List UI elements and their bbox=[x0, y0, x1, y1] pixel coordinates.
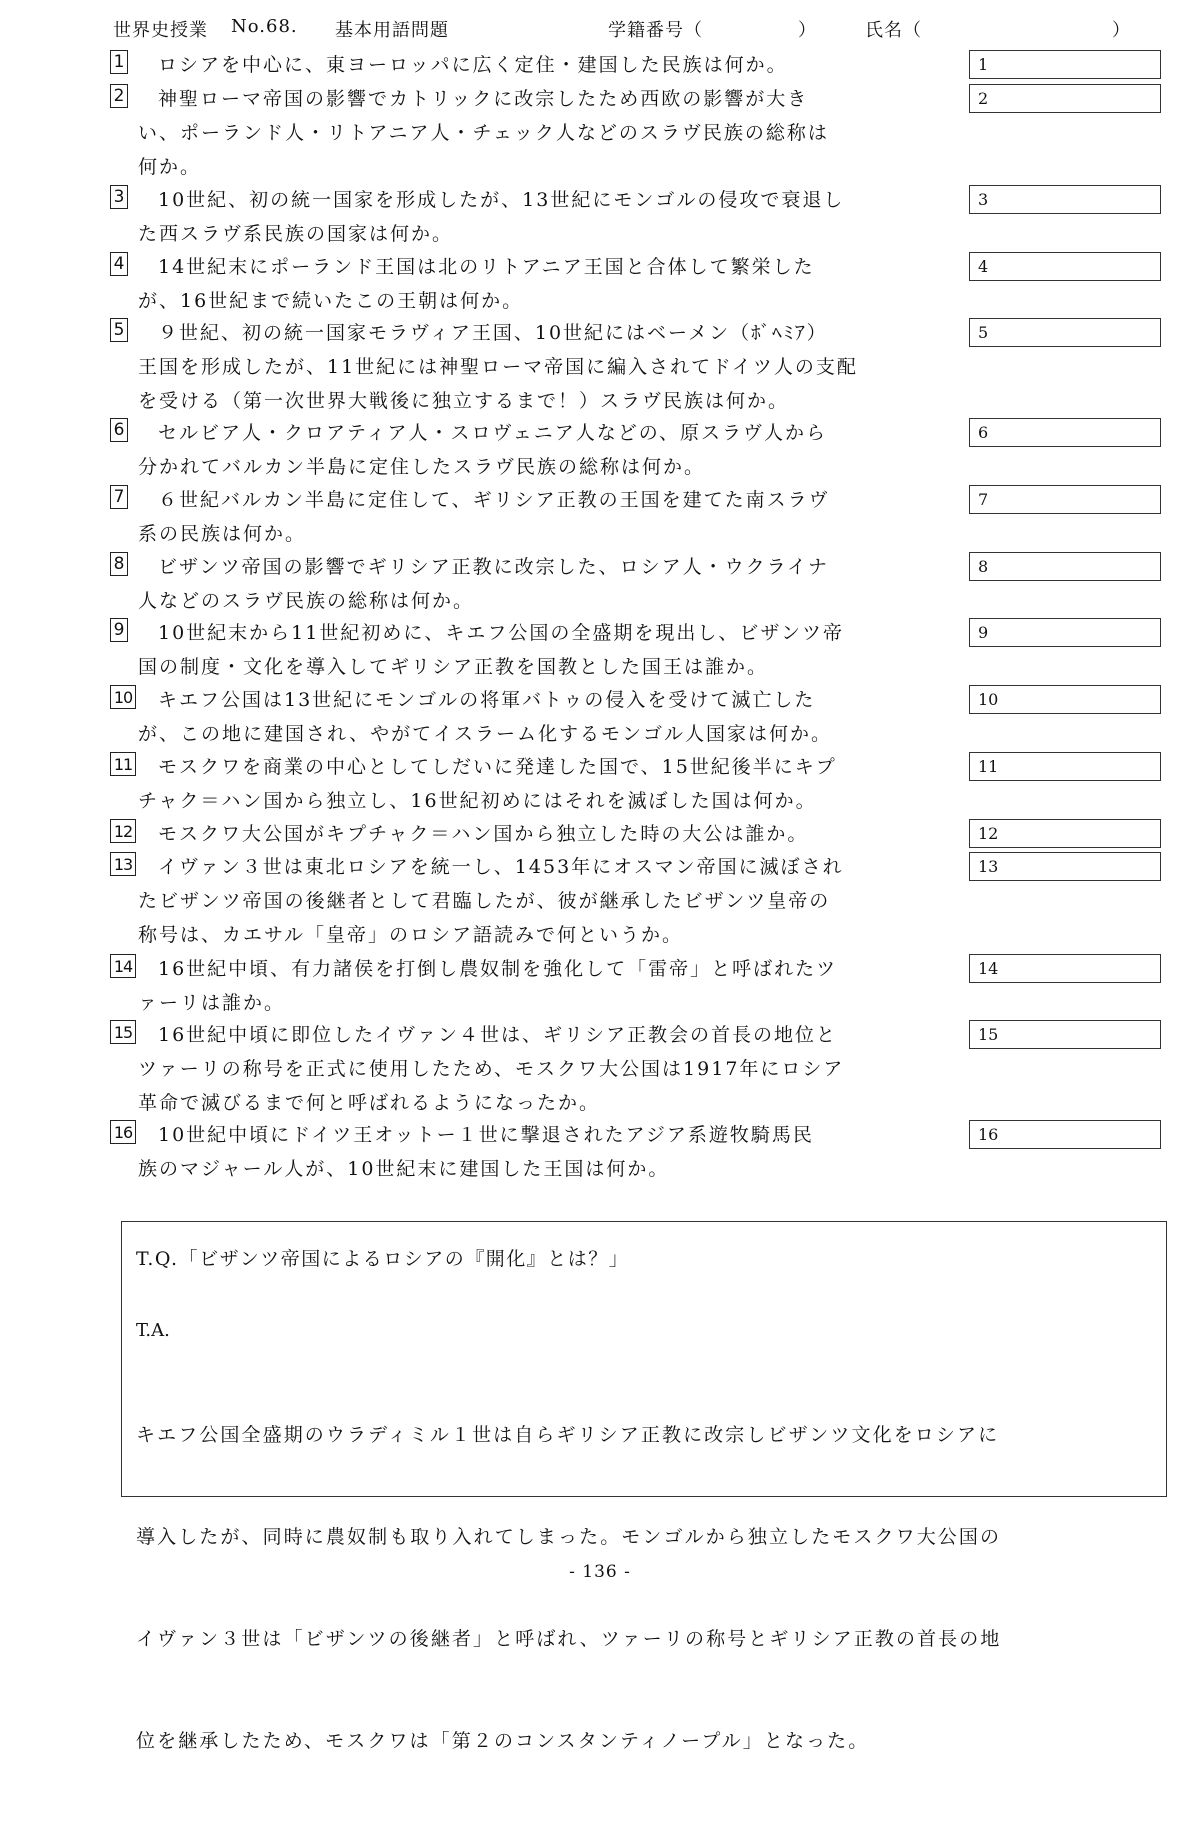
worksheet-header bbox=[113, 14, 1173, 46]
question-number: 2 bbox=[110, 84, 128, 108]
student-id-field: 学籍番号（ ） bbox=[608, 20, 817, 41]
answer-box[interactable]: 3 bbox=[969, 185, 1161, 214]
question-line: モスクワを商業の中心としてしだいに発達した国で、15世紀後半にキプ bbox=[158, 756, 837, 778]
question-line: たビザンツ帝国の後継者として君臨したが、彼が継承したビザンツ皇帝の bbox=[138, 890, 831, 912]
answer-box[interactable]: 5 bbox=[969, 318, 1161, 347]
question-text bbox=[138, 250, 963, 318]
question-text bbox=[138, 952, 963, 1020]
answer-box[interactable]: 6 bbox=[969, 418, 1161, 447]
question-line: が、16世紀まで続いたこの王朝は何か。 bbox=[138, 290, 524, 312]
question-line: 族のマジャール人が、10世紀末に建国した王国は何か。 bbox=[138, 1158, 670, 1180]
answer-box[interactable]: 11 bbox=[969, 752, 1161, 781]
question-line: を受ける（第一次世界大戦後に独立するまで！）スラヴ民族は何か。 bbox=[138, 390, 790, 412]
ta-label: T.A. bbox=[136, 1320, 170, 1341]
question-line: が、この地に建国され、やがてイスラーム化するモンゴル人国家は何か。 bbox=[138, 723, 832, 745]
question-line: ビザンツ帝国の影響でギリシア正教に改宗した、ロシア人・ウクライナ bbox=[158, 556, 830, 578]
question-number: 9 bbox=[110, 618, 128, 642]
answer-box[interactable]: 4 bbox=[969, 252, 1161, 281]
question-line: 分かれてバルカン半島に定住したスラヴ民族の総称は何か。 bbox=[138, 456, 706, 478]
question-text bbox=[138, 48, 963, 82]
question-line: ァーリは誰か。 bbox=[138, 992, 286, 1014]
ta-answer-line: イヴァン３世は「ビザンツの後継者」と呼ばれ、ツァーリの称号とギリシア正教の首長の地 bbox=[136, 1628, 1002, 1650]
question-line: 16世紀中頃に即位したイヴァン４世は、ギリシア正教会の首長の地位と bbox=[158, 1024, 837, 1046]
question-text bbox=[138, 750, 963, 818]
page-number: - 136 - bbox=[569, 1562, 631, 1582]
question-line: 10世紀中頃にドイツ王オットー１世に撃退されたアジア系遊牧騎馬民 bbox=[158, 1124, 814, 1146]
question-text bbox=[138, 817, 963, 851]
question-line: 革命で滅びるまで何と呼ばれるようになったか。 bbox=[138, 1092, 601, 1114]
question-line: ９世紀、初の統一国家モラヴィア王国、10世紀にはベーメン（ﾎﾞﾍﾐｱ） bbox=[158, 322, 828, 344]
answer-box[interactable]: 9 bbox=[969, 618, 1161, 647]
question-line: た西スラヴ系民族の国家は何か。 bbox=[138, 223, 454, 245]
question-number: 13 bbox=[110, 852, 136, 876]
question-line: イヴァン３世は東北ロシアを統一し、1453年にオスマン帝国に滅ぼされ bbox=[158, 856, 844, 878]
question-number: 4 bbox=[110, 252, 128, 276]
question-line: 10世紀、初の統一国家を形成したが、13世紀にモンゴルの侵攻で衰退し bbox=[158, 189, 845, 211]
student-name-field: 氏名（ ） bbox=[865, 20, 1131, 41]
question-text bbox=[138, 550, 963, 618]
tq-question: T.Q.「ビザンツ帝国によるロシアの『開化』とは？」 bbox=[136, 1248, 630, 1270]
question-text bbox=[138, 416, 963, 484]
question-text bbox=[138, 1018, 963, 1120]
course-name: 世界史授業 bbox=[113, 20, 208, 41]
question-line: 人などのスラヴ民族の総称は何か。 bbox=[138, 590, 475, 612]
ta-answer-line: 導入したが、同時に農奴制も取り入れてしまった。モンゴルから独立したモスクワ大公国の bbox=[136, 1526, 1002, 1548]
question-line: 14世紀末にポーランド王国は北のリトアニア王国と合体して繁栄した bbox=[158, 256, 815, 278]
question-line: 神聖ローマ帝国の影響でカトリックに改宗したため西欧の影響が大き bbox=[158, 88, 809, 110]
question-text bbox=[138, 183, 963, 251]
question-line: モスクワ大公国がキプチャク＝ハン国から独立した時の大公は誰か。 bbox=[158, 823, 809, 845]
question-number: 3 bbox=[110, 185, 128, 209]
question-line: い、ポーランド人・リトアニア人・チェック人などのスラヴ民族の総称は bbox=[138, 122, 829, 144]
question-number: 7 bbox=[110, 485, 128, 509]
question-line: ツァーリの称号を正式に使用したため、モスクワ大公国は1917年にロシア bbox=[138, 1058, 845, 1080]
question-line: 16世紀中頃、有力諸侯を打倒し農奴制を強化して「雷帝」と呼ばれたツ bbox=[158, 958, 838, 980]
question-line: 系の民族は何か。 bbox=[138, 523, 307, 545]
question-number: 1 bbox=[110, 50, 128, 74]
answer-box[interactable]: 8 bbox=[969, 552, 1161, 581]
answer-box[interactable]: 13 bbox=[969, 852, 1161, 881]
question-text bbox=[138, 82, 963, 184]
question-text bbox=[138, 1118, 963, 1186]
worksheet-number: No.68. bbox=[231, 16, 298, 37]
question-text bbox=[138, 483, 963, 551]
ta-answer bbox=[136, 1350, 1156, 1826]
ta-answer-line: 位を継承したため、モスクワは「第２のコンスタンティノープル」となった。 bbox=[136, 1730, 870, 1752]
question-line: 10世紀末から11世紀初めに、キエフ公国の全盛期を現出し、ビザンツ帝 bbox=[158, 622, 844, 644]
question-number: 5 bbox=[110, 318, 128, 342]
question-line: ６世紀バルカン半島に定住して、ギリシア正教の王国を建てた南スラヴ bbox=[158, 489, 830, 511]
answer-box[interactable]: 14 bbox=[969, 954, 1161, 983]
question-number: 14 bbox=[110, 954, 136, 978]
question-number: 16 bbox=[110, 1120, 136, 1144]
question-text bbox=[138, 850, 963, 952]
question-number: 11 bbox=[110, 752, 136, 776]
question-line: チャク＝ハン国から独立し、16世紀初めにはそれを滅ぼした国は何か。 bbox=[138, 790, 817, 812]
question-number: 6 bbox=[110, 418, 128, 442]
question-line: 王国を形成したが、11世紀には神聖ローマ帝国に編入されてドイツ人の支配 bbox=[138, 356, 858, 378]
question-text bbox=[138, 616, 963, 684]
question-number: 10 bbox=[110, 685, 136, 709]
answer-box[interactable]: 15 bbox=[969, 1020, 1161, 1049]
question-number: 15 bbox=[110, 1020, 136, 1044]
answer-box[interactable]: 12 bbox=[969, 819, 1161, 848]
question-line: ロシアを中心に、東ヨーロッパに広く定住・建国した民族は何か。 bbox=[158, 54, 788, 76]
answer-box[interactable]: 7 bbox=[969, 485, 1161, 514]
answer-box[interactable]: 2 bbox=[969, 84, 1161, 113]
question-text bbox=[138, 316, 963, 418]
ta-answer-line: キエフ公国全盛期のウラディミル１世は自らギリシア正教に改宗しビザンツ文化をロシアに bbox=[136, 1424, 1000, 1446]
answer-box[interactable]: 16 bbox=[969, 1120, 1161, 1149]
answer-box[interactable]: 1 bbox=[969, 50, 1161, 79]
worksheet-title: 基本用語問題 bbox=[335, 20, 449, 41]
question-line: セルビア人・クロアティア人・スロヴェニア人などの、原スラヴ人から bbox=[158, 422, 827, 444]
question-line: 何か。 bbox=[138, 156, 202, 178]
question-text bbox=[138, 683, 963, 751]
question-line: 称号は、カエサル「皇帝」のロシア語読みで何というか。 bbox=[138, 924, 684, 946]
question-number: 8 bbox=[110, 552, 128, 576]
question-line: キエフ公国は13世紀にモンゴルの将軍バトゥの侵入を受けて滅亡した bbox=[158, 689, 816, 711]
question-line: 国の制度・文化を導入してギリシア正教を国教とした国王は誰か。 bbox=[138, 656, 769, 678]
question-number: 12 bbox=[110, 819, 136, 843]
answer-box[interactable]: 10 bbox=[969, 685, 1161, 714]
